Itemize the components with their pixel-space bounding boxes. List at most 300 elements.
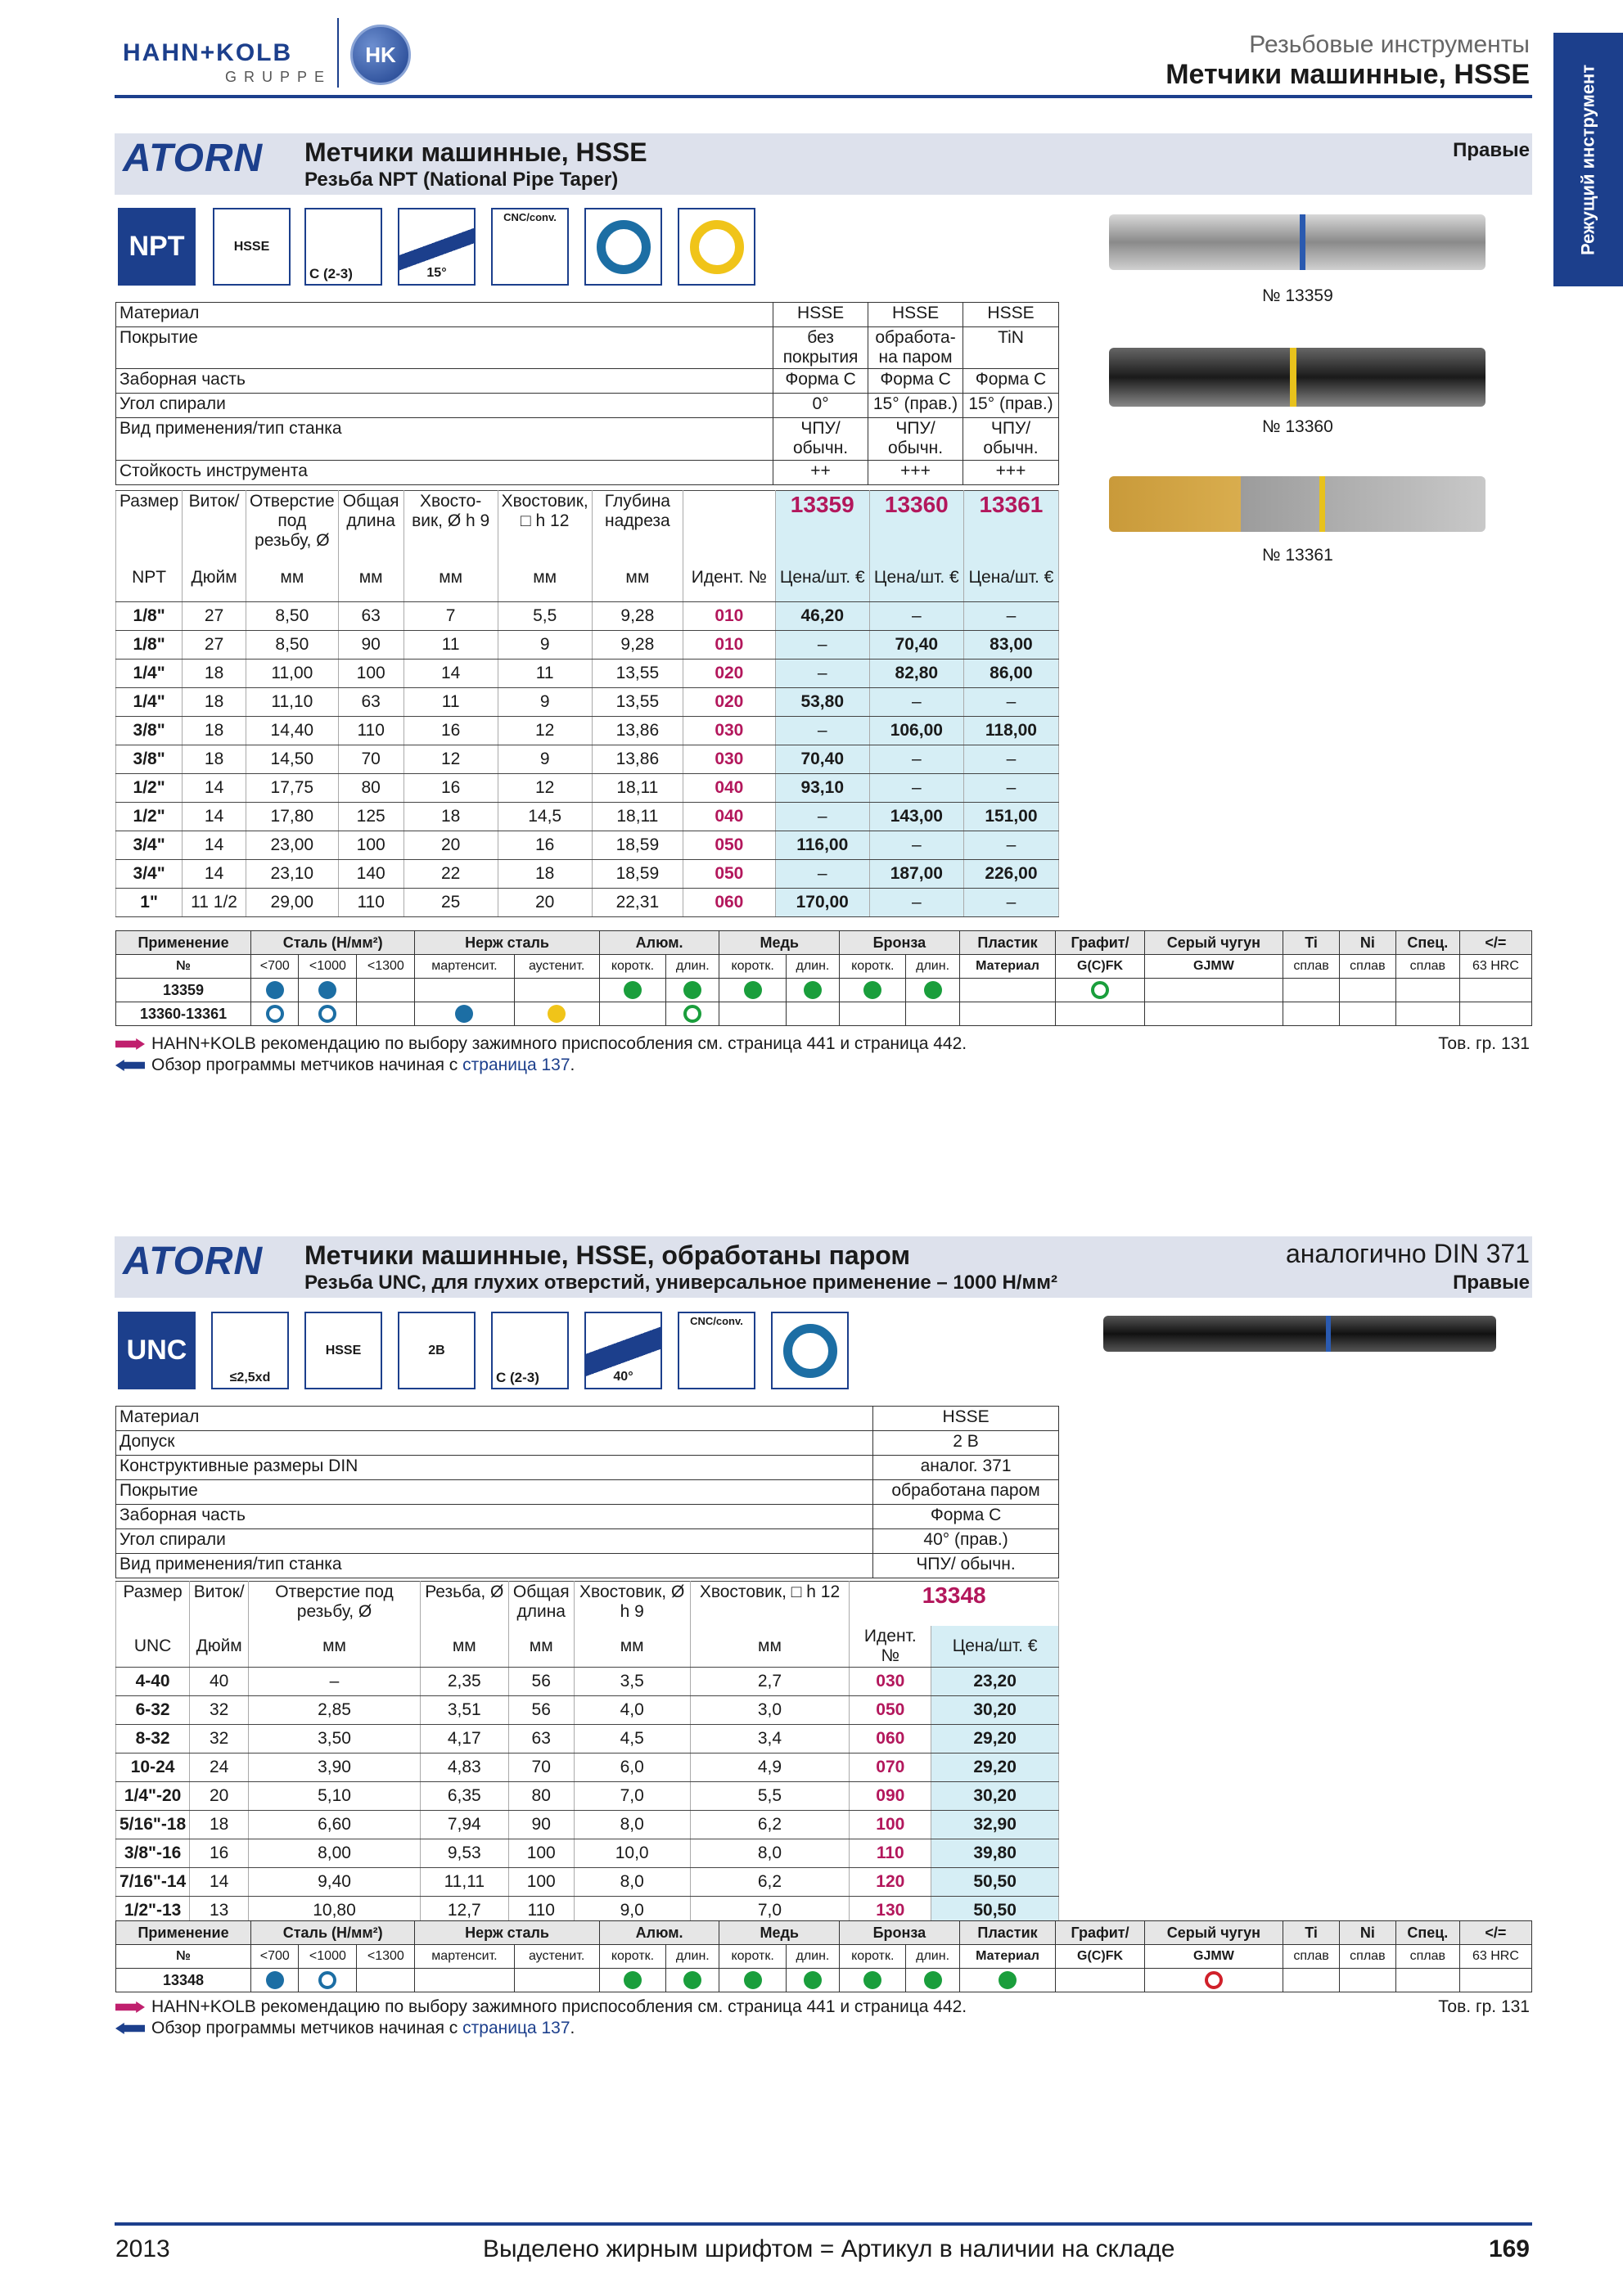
table-cell: 1/4"-20 (116, 1781, 190, 1810)
spec-row (116, 1529, 1059, 1554)
section2-spec-table (115, 1406, 1059, 1578)
table-cell: 20 (190, 1781, 249, 1810)
table-cell: 060 (683, 889, 776, 917)
table-cell: 7,94 (420, 1810, 508, 1839)
spec-row (116, 369, 1059, 394)
cnc-machine-icon (678, 1312, 755, 1389)
table-cell: 56 (508, 1667, 574, 1695)
application-group-header: Применение (116, 1921, 251, 1945)
application-header-row (116, 1921, 1532, 1945)
col-shank: Хвосто-вик, Ø h 9 (403, 491, 498, 555)
spec-value: аналог. 371 (873, 1456, 1059, 1480)
unit-label: мм (690, 1626, 850, 1668)
section2-note-overview (115, 2019, 575, 2038)
application-row (116, 1002, 1532, 1026)
tap-13361-ring (1319, 476, 1325, 532)
table-cell: 27 (183, 602, 246, 631)
spec-value: Форма C (963, 369, 1059, 394)
table-cell: 14,50 (246, 745, 338, 774)
table-cell: 110 (338, 717, 403, 745)
table-cell: 18,11 (592, 803, 683, 831)
application-group-header: Пластик (959, 1921, 1056, 1945)
table-cell: – (963, 774, 1058, 803)
table-cell: 25 (403, 889, 498, 917)
logo-sub: GRUPPE (225, 69, 332, 85)
app-cell (599, 1002, 665, 1026)
table-row (116, 1781, 1059, 1810)
table-cell: 1" (116, 889, 183, 917)
application-subheader: сплав (1395, 955, 1459, 979)
unit-label: Цена/шт. € (869, 555, 963, 602)
table-cell: 40 (190, 1667, 249, 1695)
helix-angle-icon (584, 1312, 662, 1389)
col-square: Хвостовик, □ h 12 (498, 491, 592, 555)
app-cell (299, 1002, 357, 1026)
col-length: Общая длина (338, 491, 403, 555)
section2-product-group: Тов. гр. 131 (1438, 1997, 1530, 2016)
application-article: 13348 (116, 1969, 251, 1992)
table-cell: 20 (403, 831, 498, 860)
table-row (116, 602, 1059, 631)
app-cell (719, 1969, 786, 1992)
table-cell: 82,80 (869, 660, 963, 688)
app-cell (514, 979, 599, 1002)
table-cell: 4,0 (574, 1695, 690, 1724)
application-group-header: Пластик (959, 931, 1056, 955)
spec-value: 0° (773, 394, 868, 418)
table-cell: 83,00 (963, 631, 1058, 660)
outline-blue-dot-icon (266, 1005, 284, 1023)
spec-value: 15° (прав.) (868, 394, 963, 418)
spec-value: Форма C (773, 369, 868, 394)
footer-rule (115, 2222, 1532, 2226)
unit-label: мм (246, 555, 338, 602)
application-group-header: Графит/ (1056, 1921, 1144, 1945)
table-cell: 5,10 (249, 1781, 421, 1810)
app-cell (906, 979, 959, 1002)
section2-hand: Правые (1453, 1272, 1530, 1294)
table-cell: 187,00 (869, 860, 963, 889)
table-cell: 3/4" (116, 831, 183, 860)
application-subheader: длин. (666, 955, 719, 979)
app-cell (666, 1969, 719, 1992)
table-cell: 63 (338, 688, 403, 717)
app-cell (299, 979, 357, 1002)
filled-green-dot-icon (924, 1971, 942, 1989)
table-cell: 9,28 (592, 631, 683, 660)
app-cell (906, 1969, 959, 1992)
table-cell: 1/2"-13 (116, 1896, 190, 1925)
page-137-link[interactable]: страница 137 (462, 1056, 570, 1074)
app-cell (840, 1002, 906, 1026)
app-cell (299, 1969, 357, 1992)
tap-13359-ring (1300, 214, 1305, 270)
table-cell: 16 (498, 831, 592, 860)
table-cell: 7 (403, 602, 498, 631)
table-cell: 11,11 (420, 1867, 508, 1896)
section1-brand-logo: ATORN (123, 137, 264, 180)
table-cell: 1/2" (116, 803, 183, 831)
table-cell: 12 (498, 717, 592, 745)
unit-label: Дюйм (190, 1626, 249, 1668)
app-cell (357, 1969, 415, 1992)
spec-value: Форма C (868, 369, 963, 394)
section1-product-group: Тов. гр. 131 (1438, 1034, 1530, 1053)
table-cell: – (775, 717, 869, 745)
table-cell: – (775, 803, 869, 831)
tap-13360-ring (1290, 348, 1296, 407)
outline-blue-dot-icon (318, 1005, 336, 1023)
col-pitch: Виток/ (183, 491, 246, 555)
spec-row (116, 1456, 1059, 1480)
section1-note-clamping (115, 1034, 967, 1054)
spec-value: ЧПУ/ обычн. (873, 1554, 1059, 1578)
logo (123, 18, 417, 92)
application-subheader: 63 HRC (1459, 955, 1531, 979)
table-cell: 16 (403, 717, 498, 745)
table-cell: 90 (508, 1810, 574, 1839)
table-cell: 9 (498, 745, 592, 774)
table-row (116, 1753, 1059, 1781)
unit-label: мм (249, 1626, 421, 1668)
col-square: Хвостовик, □ h 12 (690, 1582, 850, 1626)
table-row (116, 889, 1059, 917)
table-row (116, 774, 1059, 803)
table-cell: – (963, 745, 1058, 774)
article-13360: 13360 (869, 491, 963, 555)
table-cell: 18 (403, 803, 498, 831)
spec-value: 2 B (873, 1431, 1059, 1456)
table-cell: 27 (183, 631, 246, 660)
table-cell: 120 (850, 1867, 931, 1896)
table-cell: 11 (403, 688, 498, 717)
spec-value: ЧПУ/ обычн. (963, 418, 1059, 460)
table-cell: 10,80 (249, 1896, 421, 1925)
application-body (116, 1969, 1532, 1992)
section1-rows (116, 602, 1059, 917)
table-cell: 5,5 (498, 602, 592, 631)
unit-label: Цена/шт. € (775, 555, 869, 602)
filled-blue-dot-icon (318, 981, 336, 999)
app-cell (840, 1969, 906, 1992)
app-cell (1395, 1969, 1459, 1992)
table-cell: 040 (683, 803, 776, 831)
application-subheader: сплав (1339, 955, 1395, 979)
application-subheader: G(C)FK (1056, 955, 1144, 979)
table-cell: 125 (338, 803, 403, 831)
tap-13359-caption: № 13359 (1262, 286, 1333, 305)
table-cell: 3,5 (574, 1667, 690, 1695)
application-subheader: <1300 (357, 1945, 415, 1969)
spec-value: ЧПУ/ обычн. (773, 418, 868, 460)
table-cell: 7/16"-14 (116, 1867, 190, 1896)
table-cell: 050 (683, 831, 776, 860)
table-cell: 5/16"-18 (116, 1810, 190, 1839)
tap-13361-caption: № 13361 (1262, 546, 1333, 565)
table-cell: 020 (683, 688, 776, 717)
table-row (116, 831, 1059, 860)
app-cell (719, 1002, 786, 1026)
spec-label: Стойкость инструмента (116, 460, 773, 484)
table-cell: – (249, 1667, 421, 1695)
application-group-header: Медь (719, 931, 840, 955)
section2-application-table (115, 1920, 1532, 1992)
table-cell: 22 (403, 860, 498, 889)
table-cell: 16 (403, 774, 498, 803)
spec-label: Покрытие (116, 327, 773, 369)
table-cell: 8,0 (690, 1839, 850, 1867)
table-cell: – (963, 688, 1058, 717)
spec-value: 40° (прав.) (873, 1529, 1059, 1554)
table-cell: 14 (183, 803, 246, 831)
app-cell (1056, 1969, 1144, 1992)
table-cell: – (869, 688, 963, 717)
spec-row (116, 1480, 1059, 1505)
application-subheader: коротк. (599, 1945, 665, 1969)
table-cell: 20 (498, 889, 592, 917)
app-cell (1144, 1002, 1283, 1026)
table-cell: – (775, 860, 869, 889)
table-cell: 6,0 (574, 1753, 690, 1781)
col-thread: Резьба, Ø (420, 1582, 508, 1626)
table-cell: 020 (683, 660, 776, 688)
blue-arrow-icon (115, 2023, 145, 2034)
app-cell (959, 1002, 1056, 1026)
table-cell: 12 (498, 774, 592, 803)
helix-angle-icon (398, 208, 476, 286)
spec-value: +++ (868, 460, 963, 484)
table-cell: 29,00 (246, 889, 338, 917)
table-row (116, 1695, 1059, 1724)
section1-application-table (115, 930, 1532, 1026)
col-id-spacer (683, 491, 776, 555)
header-title: Метчики машинные, HSSE (1165, 59, 1530, 90)
col-drill: Отверстие под резьбу, Ø (249, 1582, 421, 1626)
app-cell (1459, 1969, 1531, 1992)
table-cell: 16 (190, 1839, 249, 1867)
app-cell (599, 979, 665, 1002)
table-cell: 63 (338, 602, 403, 631)
application-group-header: Медь (719, 1921, 840, 1945)
table-cell: 29,20 (931, 1753, 1059, 1781)
footer-legend: Выделено жирным шрифтом = Артикул в наличии на складе (483, 2235, 1175, 2262)
table-cell: 22,31 (592, 889, 683, 917)
application-group-header: Сталь (Н/мм²) (251, 1921, 415, 1945)
table-cell: – (775, 631, 869, 660)
table-cell: 090 (850, 1781, 931, 1810)
section2-title: Метчики машинные, HSSE, обработаны паром (304, 1240, 911, 1270)
table-cell: 110 (508, 1896, 574, 1925)
tap-13359-image (1109, 214, 1485, 270)
page-137-link[interactable]: страница 137 (462, 2019, 570, 2037)
application-group-header: Алюм. (599, 931, 719, 955)
table-cell: 100 (850, 1810, 931, 1839)
footer-year: 2013 (115, 2235, 170, 2262)
application-header-row (116, 931, 1532, 955)
blind-hole-icon (211, 1312, 289, 1389)
table-cell: 50,50 (931, 1867, 1059, 1896)
application-group-header: Спец. (1395, 931, 1459, 955)
table-cell: 9,53 (420, 1839, 508, 1867)
filled-green-dot-icon (683, 981, 701, 999)
app-cell (1283, 1002, 1340, 1026)
application-subheader: <1300 (357, 955, 415, 979)
spec-label: Заборная часть (116, 369, 773, 394)
table-cell: 24 (190, 1753, 249, 1781)
table-cell: 3/8" (116, 717, 183, 745)
table-row (116, 660, 1059, 688)
table-row (116, 745, 1059, 774)
hsse-material-icon: HSSE (213, 208, 291, 286)
table-cell: 1/4" (116, 660, 183, 688)
table-cell: – (869, 745, 963, 774)
table-cell: 17,80 (246, 803, 338, 831)
table-cell: 8,00 (249, 1839, 421, 1867)
table-cell: 130 (850, 1896, 931, 1925)
table-cell: 9 (498, 688, 592, 717)
table-cell: 6,2 (690, 1867, 850, 1896)
table-cell: 18 (183, 745, 246, 774)
application-group-header: Нерж сталь (415, 1921, 599, 1945)
unit-label: мм (403, 555, 498, 602)
table-cell: – (869, 889, 963, 917)
app-cell (666, 979, 719, 1002)
app-cell (786, 1969, 839, 1992)
table-cell: 110 (850, 1839, 931, 1867)
application-subheader: Материал (959, 955, 1056, 979)
application-subheader: <1000 (299, 955, 357, 979)
outline-red-dot-icon (1205, 1971, 1223, 1989)
article-13359: 13359 (775, 491, 869, 555)
helix-angle-label: 15° (426, 266, 447, 280)
application-subheader: длин. (906, 955, 959, 979)
table-cell: 90 (338, 631, 403, 660)
table-cell: 13,55 (592, 688, 683, 717)
section2-rows (116, 1667, 1059, 1925)
table-cell: 11 (498, 660, 592, 688)
app-cell (1339, 1969, 1395, 1992)
app-cell (1395, 979, 1459, 1002)
col-size: Размер (116, 491, 183, 555)
tap-13348-image (1103, 1316, 1496, 1352)
application-subheader: 63 HRC (1459, 1945, 1531, 1969)
spec-value: HSSE (773, 303, 868, 327)
table-cell: 1/4" (116, 688, 183, 717)
unit-label: мм (592, 555, 683, 602)
chamfer-form-icon (491, 1312, 569, 1389)
depth-label: ≤2,5xd (229, 1371, 271, 1384)
application-subheader: мартенсит. (415, 1945, 514, 1969)
table-cell: 11,00 (246, 660, 338, 688)
table-cell: 2,7 (690, 1667, 850, 1695)
table-cell: 3,0 (690, 1695, 850, 1724)
table-cell: 46,20 (775, 602, 869, 631)
chamfer-form-label: C (2-3) (496, 1370, 539, 1385)
table-cell: 18 (183, 688, 246, 717)
table-cell: 11 (403, 631, 498, 660)
note-prefix: Обзор программы метчиков начиная с (151, 1056, 463, 1074)
application-subheader: сплав (1339, 1945, 1395, 1969)
app-cell (1339, 979, 1395, 1002)
steel-ring-icon (584, 208, 662, 286)
table-cell: 9,0 (574, 1896, 690, 1925)
table-cell: 30,20 (931, 1781, 1059, 1810)
section1-hand: Правые (1453, 139, 1530, 161)
spec-value: 15° (прав.) (963, 394, 1059, 418)
filled-blue-dot-icon (266, 981, 284, 999)
table-cell: 8-32 (116, 1724, 190, 1753)
table-cell: 040 (683, 774, 776, 803)
app-cell (251, 1002, 299, 1026)
application-group-header: Сталь (Н/мм²) (251, 931, 415, 955)
spec-value: TiN (963, 327, 1059, 369)
application-article: 13359 (116, 979, 251, 1002)
table-cell: 29,20 (931, 1724, 1059, 1753)
filled-green-dot-icon (624, 1971, 642, 1989)
table-cell: 030 (683, 717, 776, 745)
col-depth: Глубина надреза (592, 491, 683, 555)
filled-green-dot-icon (624, 981, 642, 999)
application-group-header: Ni (1339, 931, 1395, 955)
table-cell: 11 1/2 (183, 889, 246, 917)
app-cell (1459, 1002, 1531, 1026)
application-subheader: G(C)FK (1056, 1945, 1144, 1969)
filled-green-dot-icon (999, 1971, 1017, 1989)
table-cell: 14,40 (246, 717, 338, 745)
table-cell: 100 (508, 1839, 574, 1867)
application-subheader: № (116, 955, 251, 979)
table-cell: 70,40 (775, 745, 869, 774)
section1-data-table (115, 490, 1059, 917)
table-cell: 86,00 (963, 660, 1058, 688)
table-cell: 170,00 (775, 889, 869, 917)
app-cell (514, 1969, 599, 1992)
table-cell: 100 (338, 660, 403, 688)
app-cell (415, 1002, 514, 1026)
application-subheader: коротк. (719, 1945, 786, 1969)
application-subheader: <1000 (299, 1945, 357, 1969)
column-header-row (116, 491, 1059, 555)
spec-label: Конструктивные размеры DIN (116, 1456, 873, 1480)
column-header-row (116, 1582, 1059, 1626)
table-cell: 14 (183, 831, 246, 860)
table-cell: 6,60 (249, 1810, 421, 1839)
table-cell: 4,83 (420, 1753, 508, 1781)
table-cell: – (963, 889, 1058, 917)
tap-13361-image (1109, 476, 1485, 532)
application-subheader: длин. (786, 1945, 839, 1969)
table-cell: 18,59 (592, 831, 683, 860)
application-subheader: № (116, 1945, 251, 1969)
app-cell (415, 979, 514, 1002)
spec-row (116, 1505, 1059, 1529)
table-cell: 93,10 (775, 774, 869, 803)
table-cell: 13,86 (592, 717, 683, 745)
tap-13348-ring (1326, 1316, 1331, 1352)
table-row (116, 860, 1059, 889)
app-cell (959, 1969, 1056, 1992)
table-cell: 53,80 (775, 688, 869, 717)
section2-din: аналогично DIN 371 (1285, 1239, 1530, 1268)
table-cell: 8,50 (246, 631, 338, 660)
application-subheader: коротк. (840, 1945, 906, 1969)
col-pitch: Виток/ (190, 1582, 249, 1626)
table-cell: 8,50 (246, 602, 338, 631)
application-subheader: длин. (666, 1945, 719, 1969)
spec-value: без покрытия (773, 327, 868, 369)
side-tab: Режущий инструмент (1553, 33, 1623, 286)
spec-label: Вид применения/тип станка (116, 418, 773, 460)
